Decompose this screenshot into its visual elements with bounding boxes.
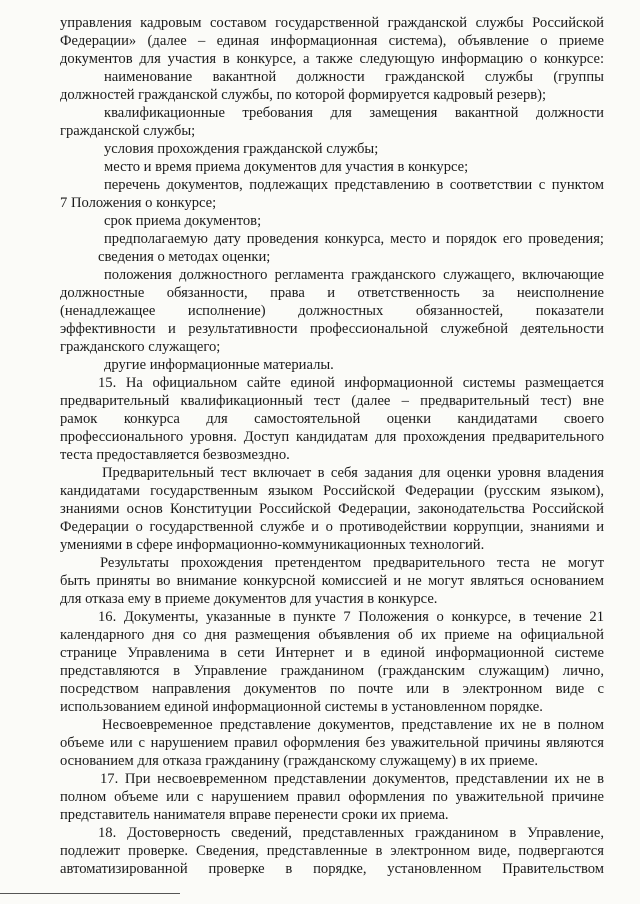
text-line: Предварительный тест включает в себя задания для оценки уровня владения (102, 465, 604, 481)
text-line: срок приема документов; (104, 213, 262, 229)
text-line: предварительный квалификационный тест (далее – предварительный тест) вне (60, 393, 604, 409)
text-line: 16. Документы, указанные в пункте 7 Положения о конкурсе, в течение 21 (98, 609, 604, 625)
text-line: знаниями основ Конституции Российской Федерации, законодательства Российской (60, 501, 604, 517)
text-line: (ненадлежащее исполнение) должностных обязанностей, показатели (60, 303, 604, 319)
document-body (60, 14, 604, 878)
text-line: квалификационные требования для замещения вакантной должности (104, 105, 604, 121)
text-line: Федерации» (далее – единая информационная система), объявление о приеме (60, 33, 604, 49)
text-line: 17. При несвоевременном представлении документов, представлении их не в (100, 771, 604, 787)
text-line: Результаты прохождения претендентом предварительного теста не могут (100, 555, 604, 571)
text-line: должностей гражданской службы, по которой формируется кадровый резерв); (60, 87, 547, 103)
text-line: наименование вакантной должности гражданской службы (группы (104, 69, 604, 85)
text-line: рамок конкурса для самостоятельной оценки кандидатами своего (60, 411, 604, 427)
text-line: должностные обязанности, права и ответственность за неисполнение (60, 285, 604, 301)
text-line: документов для участия в конкурсе, а также следующую информацию о конкурсе: (60, 51, 604, 67)
text-line: быть приняты во внимание конкурсной комиссией и не могут являться основанием (60, 573, 604, 589)
text-line: автоматизированной проверке в порядке, установленном Правительством (60, 861, 604, 877)
text-line: Несвоевременное представление документов, представление их не в полном (102, 717, 604, 733)
text-line: профессионального уровня. Доступ кандидатам для прохождения предварительного (60, 429, 604, 445)
text-line: условия прохождения гражданской службы; (104, 141, 379, 157)
footnote-separator (0, 893, 180, 894)
text-line: теста предоставляется безвозмездно. (60, 447, 290, 463)
text-line: представляются в Управление гражданином (гражданским служащим) лично, (60, 663, 604, 679)
text-line: полном объеме или с нарушением правил оформления по уважительной причине (60, 789, 604, 805)
text-line: перечень документов, подлежащих представлению в соответствии с пунктом (104, 177, 604, 193)
text-line: гражданской службы; (60, 123, 196, 139)
text-line: посредством направления документов по почте или в электронном виде с (60, 681, 604, 697)
text-line: календарного дня со дня размещения объявления об их приеме на официальной (60, 627, 604, 643)
document-page (60, 14, 604, 878)
text-line: умениями в сфере информационно-коммуникационных технологий. (60, 537, 485, 553)
text-line: 7 Положения о конкурсе; (60, 195, 217, 211)
text-line: кандидатами государственным языком Российской Федерации (русским языком), (60, 483, 604, 499)
text-line: гражданского служащего; (60, 339, 221, 355)
text-line: эффективности и результативности профессиональной служебной деятельности (60, 321, 604, 337)
text-line: Федерации о государственной службе и о противодействии коррупции, знаниями и (60, 519, 604, 535)
text-line: подлежит проверке. Сведения, представленные в электронном виде, подвергаются (60, 843, 604, 859)
text-line: 15. На официальном сайте единой информационной системы размещается (98, 375, 604, 391)
text-line: для отказа ему в приеме документов для участия в конкурсе. (60, 591, 438, 607)
text-line: сведения о методах оценки; (98, 249, 271, 265)
text-line: предполагаемую дату проведения конкурса, место и порядок его проведения; (104, 231, 604, 247)
text-line: 18. Достоверность сведений, представленных гражданином в Управление, (98, 825, 604, 841)
text-line: объеме или с нарушением правил оформления без уважительной причины являются (60, 735, 604, 751)
text-line: странице Управленима в сети Интернет и в единой информационной системе (60, 645, 604, 661)
text-line: место и время приема документов для участия в конкурсе; (104, 159, 469, 175)
text-line: представитель нанимателя вправе перенести сроки их приема. (60, 807, 449, 823)
text-line: основанием для отказа гражданину (гражданскому служащему) в их приеме. (60, 753, 538, 769)
text-line: использованием единой информационной системы в установленном порядке. (60, 699, 543, 715)
text-line: другие информационные материалы. (104, 357, 334, 373)
text-line: управления кадровым составом государственной гражданской службы Российской (60, 15, 604, 31)
text-line: положения должностного регламента гражданского служащего, включающие (104, 267, 604, 283)
